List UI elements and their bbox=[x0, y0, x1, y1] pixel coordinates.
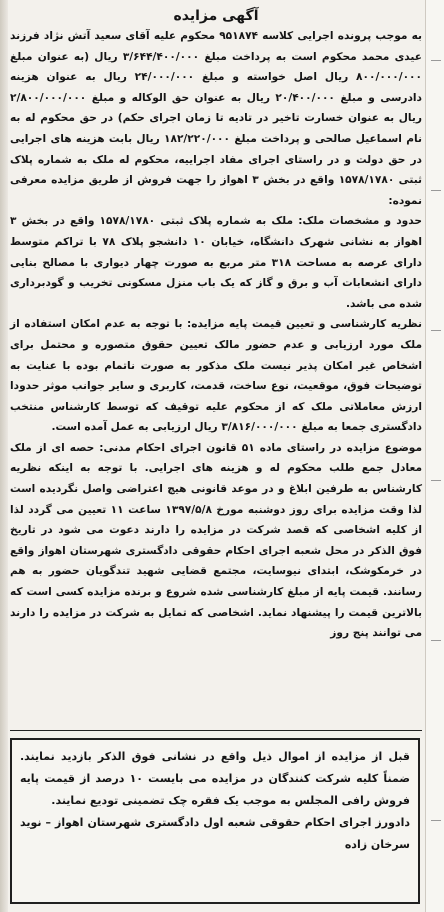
page-right-edge bbox=[425, 0, 444, 912]
section-divider bbox=[10, 730, 422, 731]
page-left-edge bbox=[0, 0, 8, 912]
notice-paragraph-subject: موضوع مزایده در راستای ماده ۵۱ قانون اجرای احکام مدنی: حصه ای از ملک معادل جمع طلب محکوم له و هزینه های اجرایی. با توجه به اینکه نظریه کارشناس به طرفین ابلاغ و در موعد قانونی هیچ اعتراضی واصل نگردیده است لذا وقت مزایده برای روز دوشنبه مورخ ۱۳۹۷/۵/۸ ساعت ۱۱ تعیین می گردد لذا از کلیه اشخاصی که قصد شرکت در مزایده را دارند دعوت می شود در تاریخ فوق الذکر در محل شعبه اجرای احکام حقوقی دادگستری شهرستان اهواز واقع در خرمکوشک، ابتدای نیوسایت، مجتمع قضایی شهید تندگویان حضور به هم رسانند. قیمت پایه از مبلغ کارشناسی شده شروع و برنده مزایده کسی است که بالاترین قیمت را پیشنهاد نماید. اشخاصی که تمایل به شرکت در مزایده را دارند می توانند پنج روز bbox=[10, 441, 423, 640]
boxed-paragraph-conditions: قبل از مزایده از اموال ذیل واقع در نشانی فوق الذکر بازدید نمایند. ضمناً کلیه شرکت کنندگان در مزایده می بایست ۱۰ درصد از قیمت پایه فروش رافی المجلس به موجب یک فقره چک تضمینی تودیع نمایند. bbox=[20, 750, 410, 807]
notice-paragraph-intro: به موجب پرونده اجرایی کلاسه ۹۵۱۸۷۴ محکوم علیه آقای سعید آتش نژاد فرزند عیدی محمد محکوم است به پرداخت مبلغ ۳/۶۴۴/۴۰۰/۰۰۰ ریال (به عنوان مبلغ ۸۰۰/۰۰۰/۰۰۰ ریال اصل خواسته و مبلغ ۲۴/۰۰۰/۰۰۰ ریال به عنوان هزینه دادرسی و مبلغ ۲۰/۴۰۰/۰۰۰ ریال به عنوان حق الوکاله و مبلغ ۲/۸۰۰/۰۰۰/۰۰۰ ریال به عنوان خسارت تاخیر در تادیه تا زمان اجرای حکم) در حق محکوم له به نام اسماعیل صالحی و پرداخت مبلغ ۱۸۲/۲۲۰/۰۰۰ ریال بابت هزینه های اجرایی در حق دولت و در راستای اجرای مفاد اجراییه، محکوم له ملک به شماره پلاک ثبتی ۱۵۷۸/۱۷۸۰ واقع در بخش ۳ اهواز را جهت فروش از طریق مزایده معرفی نموده: bbox=[10, 30, 422, 207]
notice-body bbox=[10, 26, 422, 644]
notice-title: آگهی مزایده bbox=[173, 8, 259, 24]
boxed-paragraph-signature: دادورز اجرای احکام حقوقی شعبه اول دادگستری شهرستان اهواز – نوید سرخان زاده bbox=[20, 816, 410, 851]
notice-paragraph-property: حدود و مشخصات ملک: ملک به شماره پلاک ثبتی ۱۵۷۸/۱۷۸۰ واقع در بخش ۳ اهواز به نشانی شهرک دانشگاه، خیابان ۱۰ دانشجو پلاک ۷۸ با تراکم متوسط دارای عرصه به مساحت ۳۱۸ متر مربع به صورت چهار دیواری با مصالح بنایی دارای انشعابات آب و برق و گاز که یک باب منزل مسکونی تخریب و گودبرداری شده می باشد. bbox=[10, 215, 422, 310]
notice-boxed-section bbox=[10, 738, 420, 904]
auction-notice bbox=[10, 6, 422, 644]
notice-paragraph-appraisal: نظریه کارشناسی و تعیین قیمت پایه مزایده: با توجه به عدم امکان استفاده از ملک مورد ارزیابی و عدم حضور مالک تعیین حقوق متصوره و محتمل برای اشخاص غیر امکان پذیر نیست ملک مذکور به صورت ناتمام بوده با عنایت به توضیحات فوق، موقعیت، نوع ساخت، قدمت، کاربری و سایر جوانب موثر حدودا ارزش معاملاتی ملک که از محکوم علیه توقیف که توسط کارشناس منتخب دادگستری جمعا به مبلغ ۳/۸۱۶/۰۰۰/۰۰۰ ریال ارزیابی به عمل آمده است. bbox=[10, 318, 422, 434]
